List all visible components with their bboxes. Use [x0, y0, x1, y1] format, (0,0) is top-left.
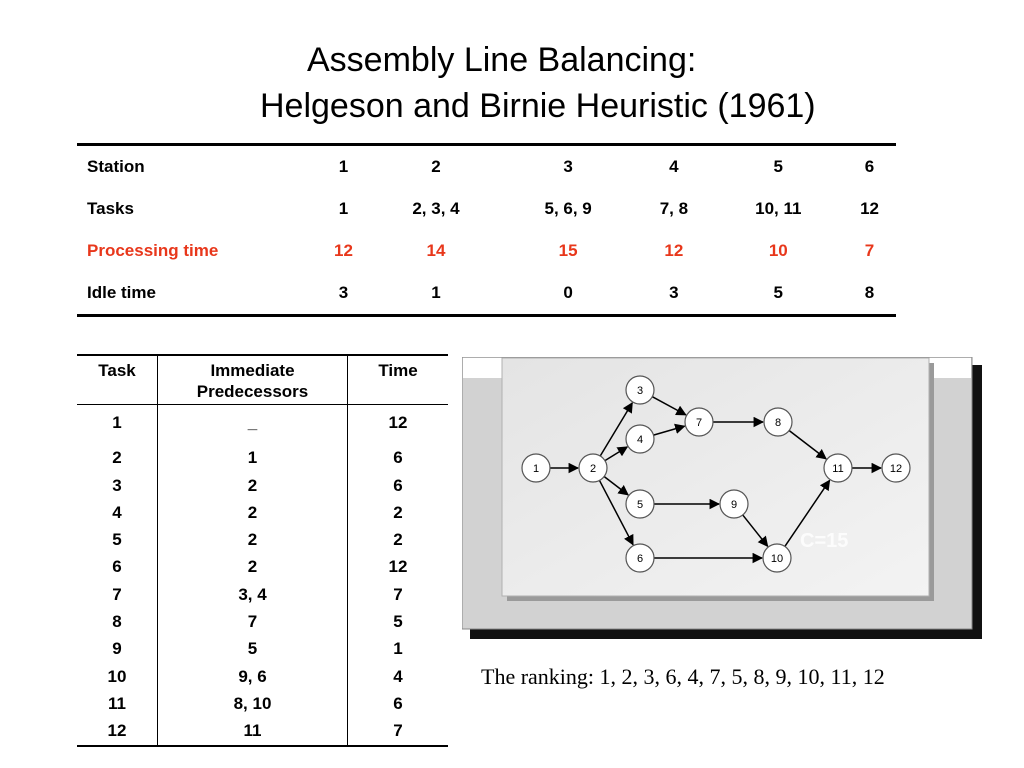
time-cell: 7	[393, 584, 403, 604]
node-label: 9	[730, 499, 738, 511]
title-line-1: Assembly Line Balancing:	[307, 41, 697, 79]
predecessor-cell: 2	[158, 472, 348, 499]
tasks-row	[77, 188, 896, 230]
time-cell: 4	[393, 666, 403, 686]
header-predecessors-line2: Predecessors	[196, 382, 309, 401]
time-cell: 12	[388, 557, 408, 577]
predecessor-cell: _	[158, 405, 348, 445]
task-cell: 9	[77, 635, 158, 662]
table-cell: 12	[664, 241, 684, 260]
table-row	[77, 717, 448, 745]
task-cell: 2	[77, 444, 158, 471]
table-cell: 0	[563, 283, 573, 302]
idle-time-row	[77, 272, 896, 316]
table-cell: 10	[768, 241, 788, 260]
task-cell: 1	[77, 405, 158, 445]
task-cell: 4	[77, 499, 158, 526]
station-row	[77, 145, 896, 189]
task-cell: 12	[77, 717, 158, 745]
table-cell: 2	[431, 157, 441, 176]
task-cell: 11	[77, 690, 158, 717]
time-cell: 7	[393, 721, 403, 741]
table-row	[77, 405, 448, 445]
table-cell: 12	[333, 241, 353, 260]
watermark-text: C=15	[800, 530, 849, 552]
time-cell: 2	[393, 530, 403, 550]
header-time: Time	[348, 355, 449, 405]
table-header-row	[77, 355, 448, 405]
row-label: Tasks	[87, 199, 134, 218]
table-cell: 5, 6, 9	[544, 199, 592, 218]
node-label: 5	[636, 499, 644, 511]
node-label: 8	[774, 417, 782, 429]
task-precedence-table	[77, 354, 448, 747]
table-cell: 1	[431, 283, 441, 302]
table-cell: 15	[558, 241, 578, 260]
node-label: 4	[636, 434, 644, 446]
node-label: 12	[889, 463, 903, 475]
table-row	[77, 608, 448, 635]
predecessor-cell: 1	[158, 444, 348, 471]
table-cell: 3	[669, 283, 679, 302]
table-row	[77, 690, 448, 717]
header-predecessors	[158, 355, 348, 405]
header-task: Task	[77, 355, 158, 405]
table-cell: 8	[864, 283, 875, 302]
table-row	[77, 472, 448, 499]
predecessor-cell: 2	[158, 526, 348, 553]
table-cell: 1	[338, 199, 349, 218]
time-cell: 5	[393, 612, 403, 632]
task-cell: 10	[77, 663, 158, 690]
row-label: Processing time	[87, 241, 219, 260]
predecessor-cell: 2	[158, 499, 348, 526]
task-cell: 3	[77, 472, 158, 499]
row-label: Station	[87, 157, 145, 176]
table-row	[77, 553, 448, 580]
table-cell: 3	[563, 157, 573, 176]
table-cell: 4	[669, 157, 679, 176]
table-row	[77, 526, 448, 553]
table-cell: 14	[426, 241, 446, 260]
table-cell: 3	[338, 283, 349, 302]
table-cell: 6	[864, 157, 875, 176]
time-cell: 2	[393, 502, 403, 522]
header-predecessors-line1: Immediate	[210, 361, 295, 380]
station-table	[77, 143, 896, 317]
node-label: 3	[636, 385, 644, 397]
table-row	[77, 499, 448, 526]
node-label: 2	[589, 463, 597, 475]
task-cell: 8	[77, 608, 158, 635]
task-cell: 6	[77, 553, 158, 580]
row-label: Idle time	[87, 283, 156, 302]
task-cell: 7	[77, 581, 158, 608]
time-cell: 1	[393, 639, 403, 659]
table-cell: 10, 11	[755, 199, 802, 218]
table-row	[77, 444, 448, 471]
table-row	[77, 635, 448, 662]
panel	[502, 358, 929, 596]
node-label: 11	[832, 463, 844, 475]
precedence-diagram	[462, 357, 982, 639]
table-cell: 1	[338, 157, 349, 176]
node-label: 10	[770, 553, 784, 565]
table-cell: 12	[860, 199, 879, 218]
title-line-2: Helgeson and Birnie Heuristic (1961)	[260, 87, 816, 125]
ranking-text: The ranking: 1, 2, 3, 6, 4, 7, 5, 8, 9, 10, 11, 12	[481, 664, 885, 689]
predecessor-cell: 7	[158, 608, 348, 635]
predecessor-cell: 2	[158, 553, 348, 580]
time-cell: 6	[393, 475, 403, 495]
node-label: 7	[695, 417, 703, 429]
processing-time-row	[77, 230, 896, 272]
predecessor-cell: 9, 6	[158, 663, 348, 690]
table-cell: 2, 3, 4	[412, 199, 460, 218]
table-cell: 5	[773, 283, 784, 302]
time-cell: 6	[393, 448, 403, 468]
task-table-body	[77, 405, 448, 746]
predecessor-cell: 5	[158, 635, 348, 662]
predecessor-cell: 11	[158, 717, 348, 745]
node-label: 6	[636, 553, 644, 565]
table-row	[77, 581, 448, 608]
predecessor-cell: 3, 4	[158, 581, 348, 608]
table-cell: 5	[773, 157, 784, 176]
table-row	[77, 663, 448, 690]
time-cell: 6	[393, 693, 403, 713]
node-label: 1	[532, 463, 540, 475]
table-cell: 7, 8	[659, 199, 689, 218]
predecessor-cell: 8, 10	[158, 690, 348, 717]
time-cell: 12	[388, 413, 408, 432]
table-cell: 7	[864, 241, 875, 260]
task-cell: 5	[77, 526, 158, 553]
